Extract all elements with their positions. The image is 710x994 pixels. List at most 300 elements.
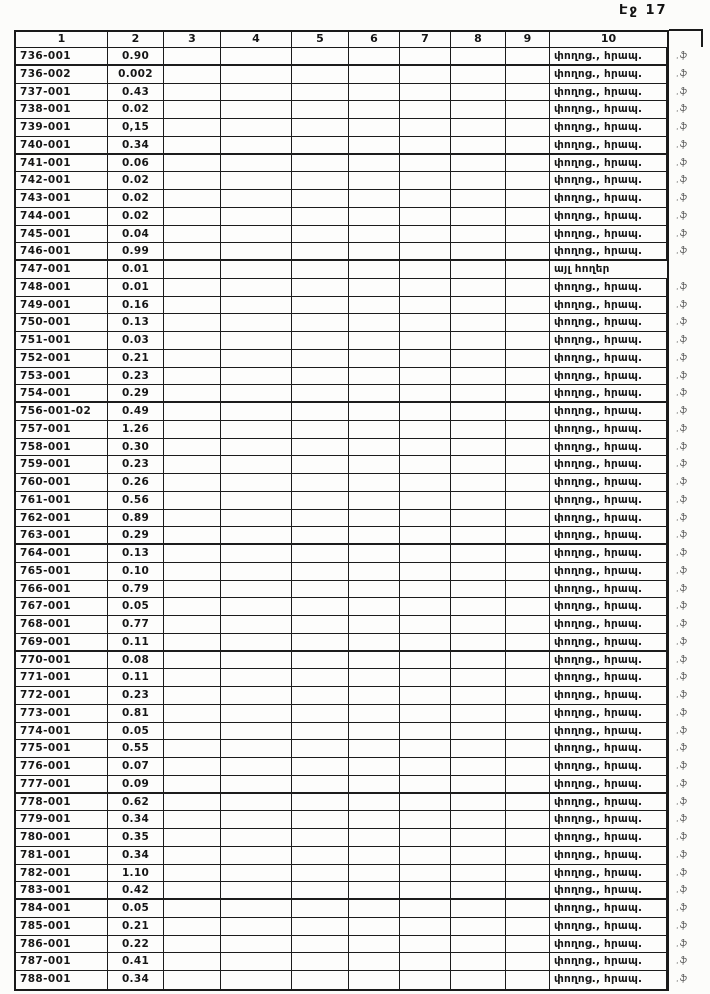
- empty-cell: [221, 581, 292, 599]
- empty-cell: [292, 119, 349, 137]
- empty-cell: [451, 811, 506, 829]
- empty-cell: [349, 403, 400, 421]
- empty-cell: [292, 368, 349, 386]
- handwritten-margin-mark: .ֆ: [675, 494, 689, 506]
- empty-cell: [506, 563, 550, 581]
- empty-cell: [221, 652, 292, 670]
- empty-cell: [400, 971, 451, 989]
- area-value-cell: 0.13: [108, 314, 164, 332]
- handwritten-margin-mark: .ֆ: [675, 849, 689, 861]
- land-use-note-cell: փողոց., հրապ.: [550, 705, 667, 723]
- empty-cell: [349, 439, 400, 457]
- table-row: [16, 740, 689, 758]
- empty-cell: [349, 297, 400, 315]
- land-use-note-cell: փողոց., հրապ.: [550, 669, 667, 687]
- empty-cell: [221, 687, 292, 705]
- empty-cell: [451, 705, 506, 723]
- empty-cell: [164, 190, 221, 208]
- parcel-id-cell: 759-001: [16, 456, 108, 474]
- parcel-id-cell: 776-001: [16, 758, 108, 776]
- empty-cell: [221, 616, 292, 634]
- table-row: [16, 687, 689, 705]
- empty-cell: [221, 545, 292, 563]
- land-use-note-cell: փողոց., հրապ.: [550, 421, 667, 439]
- empty-cell: [164, 829, 221, 847]
- empty-cell: [506, 669, 550, 687]
- empty-cell: [349, 776, 400, 794]
- empty-cell: [451, 527, 506, 545]
- land-use-note-cell: փողոց., հրապ.: [550, 48, 667, 66]
- empty-cell: [349, 936, 400, 954]
- empty-cell: [164, 279, 221, 297]
- table-row: [16, 137, 689, 155]
- empty-cell: [164, 971, 221, 989]
- empty-cell: [292, 474, 349, 492]
- empty-cell: [349, 155, 400, 173]
- empty-cell: [506, 297, 550, 315]
- empty-cell: [506, 740, 550, 758]
- empty-cell: [400, 510, 451, 528]
- empty-cell: [506, 527, 550, 545]
- area-value-cell: 0.16: [108, 297, 164, 315]
- empty-cell: [506, 652, 550, 670]
- area-value-cell: 0.79: [108, 581, 164, 599]
- empty-cell: [451, 882, 506, 900]
- empty-cell: [164, 456, 221, 474]
- empty-cell: [292, 847, 349, 865]
- column-header-1: 1: [16, 32, 108, 48]
- empty-cell: [506, 403, 550, 421]
- empty-cell: [400, 119, 451, 137]
- table-row: [16, 652, 689, 670]
- parcel-id-cell: 775-001: [16, 740, 108, 758]
- empty-cell: [506, 616, 550, 634]
- area-value-cell: 0.34: [108, 811, 164, 829]
- empty-cell: [400, 243, 451, 261]
- empty-cell: [164, 811, 221, 829]
- empty-cell: [400, 829, 451, 847]
- table-row: [16, 900, 689, 918]
- empty-cell: [292, 581, 349, 599]
- empty-cell: [400, 669, 451, 687]
- land-use-note-cell: փողոց., հրապ.: [550, 137, 667, 155]
- empty-cell: [451, 172, 506, 190]
- parcel-id-cell: 784-001: [16, 900, 108, 918]
- land-use-note-cell: փողոց., հրապ.: [550, 865, 667, 883]
- parcel-id-cell: 740-001: [16, 137, 108, 155]
- empty-cell: [164, 155, 221, 173]
- area-value-cell: 0.30: [108, 439, 164, 457]
- area-value-cell: 0.21: [108, 918, 164, 936]
- empty-cell: [221, 634, 292, 652]
- empty-cell: [349, 279, 400, 297]
- empty-cell: [221, 439, 292, 457]
- handwritten-margin-mark: .ֆ: [675, 405, 689, 417]
- empty-cell: [164, 634, 221, 652]
- table-row: [16, 66, 689, 84]
- empty-cell: [349, 48, 400, 66]
- empty-cell: [221, 971, 292, 989]
- parcel-id-cell: 764-001: [16, 545, 108, 563]
- empty-cell: [292, 971, 349, 989]
- parcel-id-cell: 756-001-02: [16, 403, 108, 421]
- empty-cell: [292, 350, 349, 368]
- column-header-3: 3: [164, 32, 221, 48]
- handwritten-margin-mark: .ֆ: [675, 174, 689, 186]
- empty-cell: [292, 794, 349, 812]
- empty-cell: [400, 101, 451, 119]
- empty-cell: [451, 865, 506, 883]
- parcel-id-cell: 763-001: [16, 527, 108, 545]
- empty-cell: [506, 758, 550, 776]
- empty-cell: [506, 226, 550, 244]
- table-row: [16, 421, 689, 439]
- empty-cell: [400, 421, 451, 439]
- empty-cell: [292, 226, 349, 244]
- empty-cell: [451, 563, 506, 581]
- handwritten-margin-mark: .ֆ: [675, 245, 689, 257]
- handwritten-margin-mark: .ֆ: [675, 458, 689, 470]
- handwritten-margin-mark: .ֆ: [675, 866, 689, 879]
- empty-cell: [292, 900, 349, 918]
- area-value-cell: 0.56: [108, 492, 164, 510]
- column-header-7: 7: [400, 32, 451, 48]
- empty-cell: [400, 634, 451, 652]
- empty-cell: [221, 598, 292, 616]
- empty-cell: [506, 332, 550, 350]
- parcel-id-cell: 750-001: [16, 314, 108, 332]
- empty-cell: [451, 758, 506, 776]
- empty-cell: [164, 510, 221, 528]
- empty-cell: [221, 527, 292, 545]
- land-use-note-cell: փողոց., հրապ.: [550, 456, 667, 474]
- empty-cell: [400, 226, 451, 244]
- empty-cell: [292, 545, 349, 563]
- empty-cell: [221, 261, 292, 279]
- area-value-cell: 0.04: [108, 226, 164, 244]
- empty-cell: [349, 882, 400, 900]
- area-value-cell: 0.49: [108, 403, 164, 421]
- parcel-id-cell: 761-001: [16, 492, 108, 510]
- table-row: [16, 332, 689, 350]
- empty-cell: [400, 48, 451, 66]
- land-use-note-cell: փողոց., հրապ.: [550, 527, 667, 545]
- table-row: [16, 865, 689, 883]
- empty-cell: [292, 332, 349, 350]
- area-value-cell: 0.21: [108, 350, 164, 368]
- empty-cell: [349, 971, 400, 989]
- empty-cell: [164, 705, 221, 723]
- empty-cell: [400, 900, 451, 918]
- handwritten-margin-mark: .ֆ: [675, 831, 689, 843]
- empty-cell: [506, 510, 550, 528]
- land-use-note-cell: փողոց., հրապ.: [550, 439, 667, 457]
- empty-cell: [400, 297, 451, 315]
- empty-cell: [451, 598, 506, 616]
- empty-cell: [506, 794, 550, 812]
- empty-cell: [400, 332, 451, 350]
- empty-cell: [292, 314, 349, 332]
- table-row: [16, 723, 689, 741]
- handwritten-margin-mark: .ֆ: [675, 813, 689, 825]
- parcel-id-cell: 772-001: [16, 687, 108, 705]
- empty-cell: [349, 84, 400, 102]
- area-value-cell: 0.06: [108, 155, 164, 173]
- handwritten-margin-mark: .ֆ: [675, 210, 689, 222]
- handwritten-margin-mark: .ֆ: [675, 653, 689, 666]
- empty-cell: [506, 811, 550, 829]
- empty-cell: [221, 403, 292, 421]
- handwritten-margin-mark: .ֆ: [675, 760, 689, 772]
- empty-cell: [451, 385, 506, 403]
- parcel-id-cell: 739-001: [16, 119, 108, 137]
- empty-cell: [292, 936, 349, 954]
- empty-cell: [451, 314, 506, 332]
- empty-cell: [506, 581, 550, 599]
- empty-cell: [164, 243, 221, 261]
- empty-cell: [349, 314, 400, 332]
- area-value-cell: 0.34: [108, 137, 164, 155]
- column-header-2: 2: [108, 32, 164, 48]
- empty-cell: [400, 84, 451, 102]
- empty-cell: [506, 545, 550, 563]
- handwritten-margin-mark: .ֆ: [675, 440, 689, 453]
- parcel-id-cell: 754-001: [16, 385, 108, 403]
- area-value-cell: 0.23: [108, 456, 164, 474]
- table-row: [16, 314, 689, 332]
- empty-cell: [451, 137, 506, 155]
- parcel-id-cell: 770-001: [16, 652, 108, 670]
- empty-cell: [292, 243, 349, 261]
- empty-cell: [506, 190, 550, 208]
- empty-cell: [221, 243, 292, 261]
- empty-cell: [400, 456, 451, 474]
- empty-cell: [292, 208, 349, 226]
- empty-cell: [221, 119, 292, 137]
- empty-cell: [292, 439, 349, 457]
- empty-cell: [349, 811, 400, 829]
- empty-cell: [292, 758, 349, 776]
- area-value-cell: 0.07: [108, 758, 164, 776]
- empty-cell: [292, 616, 349, 634]
- handwritten-margin-mark: .ֆ: [675, 778, 689, 790]
- table-row: [16, 758, 689, 776]
- handwritten-margin-mark: .ֆ: [675, 423, 689, 435]
- area-value-cell: 0.42: [108, 882, 164, 900]
- parcel-id-cell: 762-001: [16, 510, 108, 528]
- empty-cell: [506, 101, 550, 119]
- empty-cell: [292, 261, 349, 279]
- empty-cell: [221, 936, 292, 954]
- column-header-8: 8: [451, 32, 506, 48]
- handwritten-margin-mark: .ֆ: [675, 369, 689, 382]
- column-header-10: 10: [550, 32, 667, 48]
- handwritten-margin-mark: .ֆ: [675, 795, 689, 808]
- empty-cell: [221, 847, 292, 865]
- table-row: [16, 101, 689, 119]
- area-value-cell: 0.77: [108, 616, 164, 634]
- column-header-5: 5: [292, 32, 349, 48]
- empty-cell: [292, 510, 349, 528]
- empty-cell: [400, 66, 451, 84]
- empty-cell: [292, 740, 349, 758]
- empty-cell: [349, 758, 400, 776]
- empty-cell: [506, 456, 550, 474]
- empty-cell: [349, 705, 400, 723]
- handwritten-margin-mark: .ֆ: [675, 529, 689, 541]
- table-row: [16, 350, 689, 368]
- empty-cell: [506, 634, 550, 652]
- empty-cell: [164, 723, 221, 741]
- parcel-id-cell: 780-001: [16, 829, 108, 847]
- empty-cell: [349, 137, 400, 155]
- table-row: [16, 190, 689, 208]
- parcel-id-cell: 765-001: [16, 563, 108, 581]
- empty-cell: [292, 776, 349, 794]
- empty-cell: [164, 616, 221, 634]
- empty-cell: [221, 368, 292, 386]
- handwritten-margin-mark: .ֆ: [675, 920, 689, 932]
- empty-cell: [221, 190, 292, 208]
- table-row: [16, 119, 689, 137]
- handwritten-margin-mark: .ֆ: [675, 742, 689, 754]
- parcel-id-cell: 752-001: [16, 350, 108, 368]
- parcel-id-cell: 769-001: [16, 634, 108, 652]
- handwritten-margin-mark: .ֆ: [675, 884, 689, 896]
- land-use-note-cell: փողոց., հրապ.: [550, 953, 667, 971]
- area-value-cell: 0.55: [108, 740, 164, 758]
- empty-cell: [400, 776, 451, 794]
- empty-cell: [292, 865, 349, 883]
- table-row: [16, 581, 689, 599]
- empty-cell: [164, 758, 221, 776]
- empty-cell: [400, 616, 451, 634]
- table-row: [16, 226, 689, 244]
- empty-cell: [164, 226, 221, 244]
- empty-cell: [221, 385, 292, 403]
- empty-cell: [221, 421, 292, 439]
- table-row: [16, 492, 689, 510]
- empty-cell: [164, 350, 221, 368]
- handwritten-margin-mark: .ֆ: [675, 582, 689, 595]
- empty-cell: [451, 936, 506, 954]
- empty-cell: [164, 687, 221, 705]
- handwritten-margin-mark: .ֆ: [675, 281, 689, 293]
- land-use-note-cell: փողոց., հրապ.: [550, 723, 667, 741]
- handwritten-margin-mark: .ֆ: [675, 156, 689, 169]
- column-header-4: 4: [221, 32, 292, 48]
- area-value-cell: 0.05: [108, 723, 164, 741]
- empty-cell: [349, 226, 400, 244]
- parcel-id-cell: 747-001: [16, 261, 108, 279]
- empty-cell: [506, 492, 550, 510]
- empty-cell: [451, 101, 506, 119]
- empty-cell: [349, 634, 400, 652]
- empty-cell: [451, 953, 506, 971]
- empty-cell: [400, 190, 451, 208]
- handwritten-margin-mark: .ֆ: [675, 50, 689, 62]
- parcel-id-cell: 743-001: [16, 190, 108, 208]
- parcel-id-cell: 768-001: [16, 616, 108, 634]
- empty-cell: [349, 581, 400, 599]
- empty-cell: [506, 705, 550, 723]
- empty-cell: [164, 368, 221, 386]
- empty-cell: [506, 243, 550, 261]
- empty-cell: [349, 953, 400, 971]
- area-value-cell: 0.05: [108, 900, 164, 918]
- land-use-note-cell: փողոց., հրապ.: [550, 616, 667, 634]
- empty-cell: [292, 385, 349, 403]
- table-row: [16, 385, 689, 403]
- table-row: [16, 155, 689, 173]
- empty-cell: [349, 190, 400, 208]
- area-value-cell: 0.29: [108, 527, 164, 545]
- table-row: [16, 208, 689, 226]
- empty-cell: [451, 652, 506, 670]
- empty-cell: [292, 279, 349, 297]
- column-header-9: 9: [506, 32, 550, 48]
- parcel-id-cell: 767-001: [16, 598, 108, 616]
- area-value-cell: 0.90: [108, 48, 164, 66]
- parcel-id-cell: 744-001: [16, 208, 108, 226]
- empty-cell: [221, 101, 292, 119]
- empty-cell: [292, 492, 349, 510]
- area-value-cell: 0.29: [108, 385, 164, 403]
- empty-cell: [506, 971, 550, 989]
- parcel-id-cell: 753-001: [16, 368, 108, 386]
- header-corner-tick: [701, 29, 703, 47]
- empty-cell: [292, 66, 349, 84]
- parcel-id-cell: 774-001: [16, 723, 108, 741]
- empty-cell: [349, 918, 400, 936]
- handwritten-margin-mark: .ֆ: [675, 511, 689, 524]
- empty-cell: [221, 66, 292, 84]
- parcel-id-cell: 745-001: [16, 226, 108, 244]
- parcel-id-cell: 782-001: [16, 865, 108, 883]
- empty-cell: [349, 421, 400, 439]
- empty-cell: [164, 953, 221, 971]
- empty-cell: [164, 84, 221, 102]
- empty-cell: [349, 261, 400, 279]
- empty-cell: [349, 598, 400, 616]
- empty-cell: [451, 634, 506, 652]
- empty-cell: [451, 190, 506, 208]
- area-value-cell: 0.22: [108, 936, 164, 954]
- handwritten-margin-mark: .ֆ: [675, 121, 689, 133]
- empty-cell: [400, 847, 451, 865]
- area-value-cell: 1.10: [108, 865, 164, 883]
- land-use-note-cell: փողոց., հրապ.: [550, 776, 667, 794]
- area-value-cell: 0.002: [108, 66, 164, 84]
- empty-cell: [164, 492, 221, 510]
- empty-cell: [400, 758, 451, 776]
- land-use-note-cell: փողոց., հրապ.: [550, 350, 667, 368]
- empty-cell: [349, 652, 400, 670]
- parcel-id-cell: 777-001: [16, 776, 108, 794]
- empty-cell: [400, 403, 451, 421]
- empty-cell: [506, 865, 550, 883]
- empty-cell: [164, 172, 221, 190]
- table-body: [16, 48, 689, 989]
- empty-cell: [221, 794, 292, 812]
- empty-cell: [451, 492, 506, 510]
- empty-cell: [506, 350, 550, 368]
- land-use-note-cell: փողոց., հրապ.: [550, 811, 667, 829]
- handwritten-margin-mark: .ֆ: [675, 476, 689, 488]
- empty-cell: [292, 652, 349, 670]
- handwritten-margin-mark: .ֆ: [675, 352, 689, 364]
- empty-cell: [451, 847, 506, 865]
